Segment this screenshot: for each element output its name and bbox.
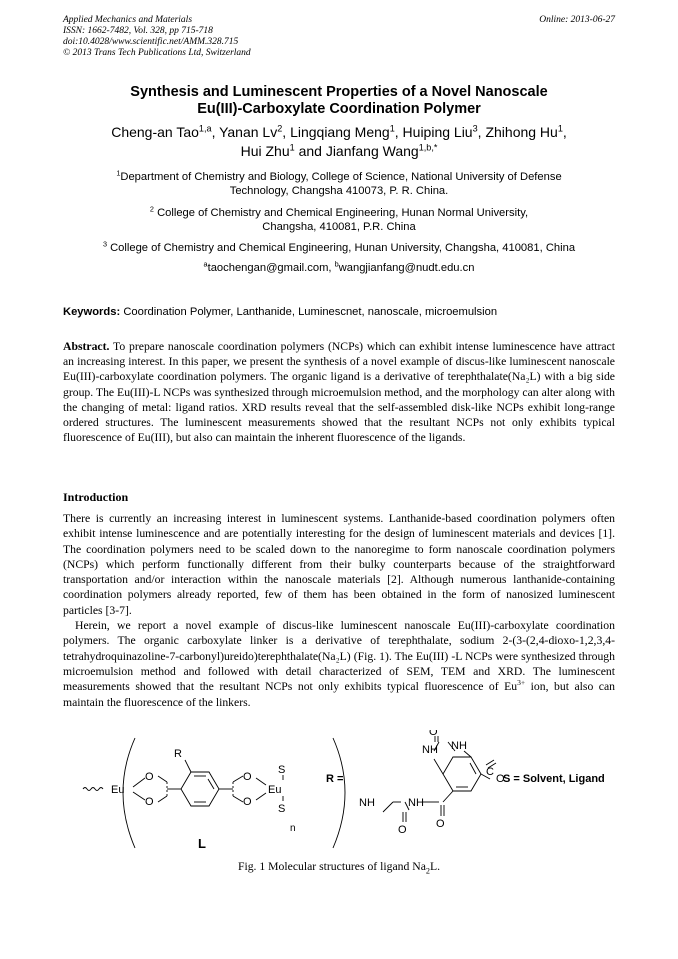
affil-number: 2 (149, 204, 154, 214)
nh-label: NH (408, 797, 424, 809)
affiliation-1 (60, 170, 618, 198)
email-a[interactable]: taochengan@gmail.com, (207, 262, 332, 274)
author-affil: 2 (277, 123, 283, 134)
affil-text: Changsha, 410081, P.R. China (262, 221, 416, 233)
oxygen-label: O (496, 773, 505, 785)
author-name: Zhihong Hu (485, 124, 558, 140)
nh-label: NH (451, 740, 467, 752)
journal-issn: ISSN: 1662-7482, Vol. 328, pp 715-718 (63, 26, 213, 36)
oxygen-label: O (243, 796, 252, 808)
author-affil: 1,a (198, 123, 212, 134)
oxygen-label: O (398, 824, 407, 836)
solvent-label: S (278, 764, 286, 776)
affil-number: 3 (102, 239, 107, 249)
right-bracket (333, 738, 345, 848)
affil-number: 1 (116, 168, 121, 178)
oxygen-label: O (436, 818, 445, 830)
title-line-1: Synthesis and Luminescent Properties of a Novel Nanoscale (130, 84, 548, 100)
intro-text: Herein, we report a novel example of discus-like luminescent nanoscale Eu(III)-carboxylate coordination polymers. The organic carboxylate linker is a derivative of terephthalate, sodium 2-(3-(2,4-dioxo-1,2,3,4-tetrahydroquinazoline-7-carbonyl)ureido)terephthalate(Na₂L) (Fig. 1). The Eu(III) -L NCPs were synthesized through microemulsion method and followed with detail characterized of SEM, TEM and XRD. The luminescent measurements showed that the resultant NCPs not only exhibits typical fluorescence of Eu (63, 619, 615, 694)
email-marker: a (203, 259, 208, 269)
author-name: Lingqiang Meng (290, 124, 390, 140)
keywords (63, 305, 615, 319)
affiliation-2 (60, 206, 618, 234)
intro-text: ion, but also can maintain the fluorescence of the linkers. (63, 680, 615, 709)
keywords-text: Coordination Polymer, Lanthanide, Luminescnet, nanoscale, microemulsion (123, 306, 498, 318)
intro-paragraph-2 (63, 618, 615, 710)
author-name: Huiping Liu (402, 124, 473, 140)
author-conjunction: and (298, 143, 322, 159)
left-bracket (123, 738, 135, 848)
paper-title (60, 84, 618, 118)
nh-label: NH (359, 797, 375, 809)
abstract-text: To prepare nanoscale coordination polymers (NCPs) which can exhibit intense luminescence have attract an increasing interest. In this paper, we present the synthesis of a novel example of discus-like luminescent nanoscale Eu(III)-carboxylate coordination polymers. The organic ligand is a derivative of terephthalate(Na₂L) with a big side group. The Eu(III)-L NCPs was synthesized through microemulsion method, and the morphology can alter along with the changing of metal: ligand ratios. XRD results reveal that the self-assembled disk-like NCPs exhibit long-range ordered structures. The luminescent measurements showed that the resultant NCPs not only exhibits typical fluorescence of Eu(III), but also can maintain the inherent fluorescence of the ligands. (63, 340, 615, 445)
molecular-structure-diagram (63, 730, 623, 855)
author-emails (60, 261, 618, 275)
affil-text: Technology, Changsha 410073, P. R. China. (229, 185, 449, 197)
author-affil: 1 (289, 142, 295, 153)
keywords-label: Keywords: (63, 306, 121, 318)
journal-header (63, 15, 251, 59)
caption-text: L. (429, 860, 441, 873)
authors-line-2 (60, 142, 618, 161)
author-affil: 1 (389, 123, 395, 134)
title-line-2: Eu(III)-Carboxylate Coordination Polymer (197, 101, 481, 117)
caption-subscript: 2 (425, 866, 430, 876)
r-definition-label: R = (326, 773, 344, 785)
affil-text: College of Chemistry and Chemical Engineering, Hunan University, Changsha, 410081, China (110, 242, 576, 254)
online-date: Online: 2013-06-27 (539, 15, 615, 25)
author-name: Yanan Lv (219, 124, 278, 140)
oxygen-label: O (243, 771, 252, 783)
email-b[interactable]: wangjianfang@nudt.edu.cn (338, 262, 475, 274)
carbon-label: C (486, 766, 494, 778)
eu-label-right: Eu (268, 784, 282, 796)
author-name: Cheng-an Tao (111, 124, 199, 140)
affiliation-3 (60, 241, 618, 255)
solvent-label: S (278, 803, 286, 815)
affil-text: College of Chemistry and Chemical Engineering, Hunan Normal University, (157, 207, 529, 219)
nh-label: NH (422, 744, 438, 756)
author-affil: 1 (557, 123, 563, 134)
author-name: Hui Zhu (240, 143, 290, 159)
affil-text: Department of Chemistry and Biology, College of Science, National University of Defense (120, 171, 562, 183)
author-affil: 3 (472, 123, 478, 134)
figure-1 (63, 730, 623, 855)
author-affil: 1,b,* (418, 142, 438, 153)
journal-copyright: © 2013 Trans Tech Publications Ltd, Switzerland (63, 48, 251, 58)
author-name: Jianfang Wang (325, 143, 419, 159)
charge-superscript: 3+ (517, 678, 526, 688)
email-marker: b (334, 259, 339, 269)
introduction-heading: Introduction (63, 490, 129, 504)
oxygen-label: O (145, 796, 154, 808)
journal-name: Applied Mechanics and Materials (63, 15, 193, 25)
eu-label-left: Eu (111, 784, 125, 796)
introduction-body (63, 511, 615, 710)
authors-line-1: Cheng-an Tao$^{1,a}$, Yanan Lv$^2$, Lingqiang Meng$^1$, Huiping Liu$^3$, Zhihong Hu$^1$, (111, 123, 567, 140)
wavy-bond (83, 788, 103, 791)
oxygen-label: O (429, 730, 438, 738)
repeat-n-label: n (290, 823, 296, 834)
caption-text: Fig. 1 Molecular structures of ligand Na (237, 860, 426, 873)
oxygen-label: O (145, 771, 154, 783)
figure-caption (60, 860, 618, 876)
abstract (63, 339, 615, 445)
intro-paragraph-1: There is currently an increasing interest in luminescent systems. Lanthanide-based coordination polymers often exhibit intense luminescence and are potentially interesting for the design of luminescent materials and devices [1]. The coordination polymers need to be scaled down to the nanoregime to form nanoscale coordination polymers (NCPs) which perform functionally different from their bulky counterparts because of the straightforward transportation and/or interaction within the nanoscale materials [2]. Although numerous lanthanide-containing coordination polymers already reported, few of them has been obtained in the form of nanosized luminescent particles [3-7]. (63, 512, 615, 617)
solvent-definition: S = Solvent, Ligand (503, 773, 605, 785)
journal-doi: doi:10.4028/www.scientific.net/AMM.328.715 (63, 37, 239, 47)
r-label: R (174, 748, 182, 760)
abstract-label: Abstract. (63, 340, 110, 353)
ligand-l-label: L (198, 836, 206, 851)
author-list (60, 123, 618, 161)
